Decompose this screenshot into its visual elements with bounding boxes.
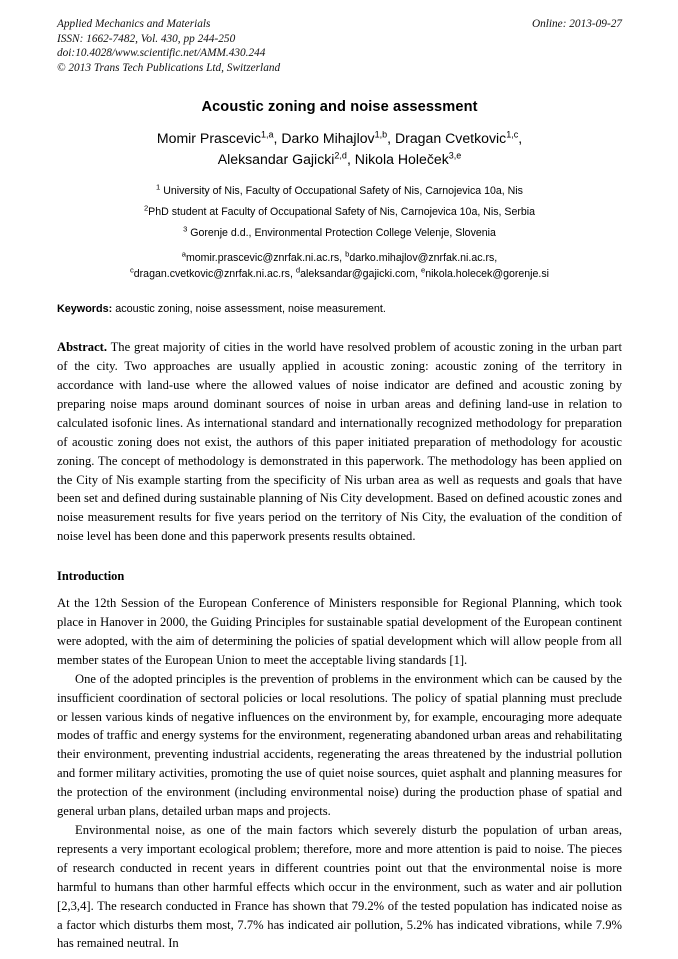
email-address: dragan.cvetkovic@znrfak.ni.ac.rs, xyxy=(133,267,296,280)
abstract-label: Abstract. xyxy=(57,340,108,355)
page-title: Acoustic zoning and noise assessment xyxy=(201,99,478,116)
author-name: Nikola Holeček xyxy=(354,151,449,168)
author-list xyxy=(57,128,622,170)
author-separator: , xyxy=(387,130,395,147)
journal-masthead xyxy=(57,17,622,75)
keywords-block xyxy=(57,302,622,317)
page-content xyxy=(57,17,622,953)
online-publication-date: Online: 2013-09-27 xyxy=(531,18,622,30)
affiliation-text: University of Nis, Faculty of Occupational Safety of Nis, Carnojevica 10a, Nis xyxy=(160,185,523,198)
author-marks: 1,a xyxy=(261,129,274,140)
copyright-line: © 2013 Trans Tech Publications Ltd, Switzerland xyxy=(57,61,281,74)
email-address: nikola.holecek@gorenje.si xyxy=(425,267,550,280)
affiliation-item xyxy=(57,202,622,223)
author-name: Dragan Cvetkovic xyxy=(394,130,507,147)
email-address: momir.prascevic@znrfak.ni.ac.rs, xyxy=(185,252,346,265)
email-address: aleksandar@gajicki.com, xyxy=(300,267,421,280)
affiliation-list xyxy=(57,181,622,243)
affiliation-mark: 3 xyxy=(183,224,188,234)
author-name: Darko Mihajlov xyxy=(281,130,375,147)
affiliation-text: Gorenje d.d., Environmental Protection College Velenje, Slovenia xyxy=(187,226,496,239)
affiliation-text: PhD student at Faculty of Occupational Safety of Nis, Carnojevica 10a, Nis, Serbia xyxy=(148,205,536,218)
email-mark: d xyxy=(295,265,301,275)
author-name: Momir Prascevic xyxy=(156,130,262,147)
author-separator: , xyxy=(273,130,282,147)
author-marks: 1,c xyxy=(506,129,519,140)
email-mark: b xyxy=(345,249,350,259)
keywords-label: Keywords: xyxy=(57,303,113,316)
affiliation-mark: 1 xyxy=(156,182,161,192)
section-heading-introduction: Introduction xyxy=(57,569,125,584)
author-separator: , xyxy=(518,130,523,147)
body-paragraph: At the 12th Session of the European Conference of Ministers responsible for Regional Planning, which took place in Hanover in 2000, the Guiding Principles for sustainable spatial development of the European continent were adopted, with the aim of determining the policies of spatial development which will allow people from all member states of the European Union to meet the acceptable living standards [1]. xyxy=(57,596,622,667)
affiliation-mark: 2 xyxy=(143,203,149,213)
author-emails xyxy=(57,251,622,282)
affiliation-item xyxy=(57,223,622,244)
author-marks: 2,d xyxy=(334,150,347,161)
abstract-block xyxy=(57,338,622,546)
affiliation-item xyxy=(57,181,622,202)
email-address: darko.mihajlov@znrfak.ni.ac.rs, xyxy=(349,252,498,265)
masthead-left-block xyxy=(57,17,477,75)
email-mark: a xyxy=(181,249,186,259)
email-line xyxy=(57,267,622,283)
journal-name: Applied Mechanics and Materials xyxy=(57,18,211,30)
email-mark: e xyxy=(420,265,426,275)
body-paragraph: One of the adopted principles is the prevention of problems in the environment which can be caused by the insufficient coordination of sectoral policies or local resolutions. The policy of spatial planning must preclude or lessen various kinds of negative influences on the environment by, for example, encouraging more adequate modes of traffic and energy systems for the environment, regenerating abandoned urban areas and rehabilitating their environment, preventing industrial accidents, regenerating the areas threatened by the industrial pollution and former military activities, promoting the use of quiet noise sources, quiet asphalt and planning measures for the protection of the environment (including environmental noise) during the production phase of spatial and general urban plans, detailed urban maps and projects. xyxy=(57,671,622,819)
doi-line: doi:10.4028/www.scientific.net/AMM.430.244 xyxy=(57,47,266,60)
email-mark: c xyxy=(129,265,134,275)
author-marks: 1,b xyxy=(374,129,388,140)
author-name: Aleksandar Gajicki xyxy=(217,151,335,168)
body-paragraph: Environmental noise, as one of the main factors which severely disturb the population of urban areas, represents a very important ecological problem; therefore, more and more attention is paid to noise. The pieces of research conducted in recent years in different countries point out that the environmental noise is more harmful to humans than other harmful effects which occur in the environment, such as water and air pollution [2,3,4]. The research conducted in France has shown that 79.2% of the tested population has indicated noise as a factor which disturbs them most, 7.7% has indicated air pollution, 5.2% has indicated vibrations, while 7.9% has remained neutral. In xyxy=(57,823,622,951)
keywords-value: acoustic zoning, noise assessment, noise measurement. xyxy=(112,303,386,316)
email-line xyxy=(57,251,622,267)
abstract-text: The great majority of cities in the world have resolved problem of acoustic zoning in the urban part of the city. Two approaches are usually applied in acoustic zoning: acoustic zoning of the territory in accordance with land-use where the allowed values of noise indicator are defined and acoustic zoning by preparing noise maps around dominant sources of noise in urban areas and defining land-use in relation to calculated isofonic lines. As international standard and internationally recognized methodology for preparation of acoustic zoning does not exist, the authors of this paper initiated preparation of methodology for acoustic zoning. The concept of methodology is demonstrated in this paperwork. The methodology has been applied on the City of Nis example starting from the specificity of Nis urban area as well as requests and goals that have been set and defined during sustainable planning of Nis City development. Based on defined acoustic zones and noise measurement results for five years period on the territory of Nis City, the evaluation of the condition of noise level has been done and this paperwork presents results obtained. xyxy=(57,340,622,544)
author-marks: 3,e xyxy=(448,150,462,161)
issn-volume-pages: ISSN: 1662-7482, Vol. 430, pp 244-250 xyxy=(57,32,236,45)
author-separator: , xyxy=(346,151,355,168)
